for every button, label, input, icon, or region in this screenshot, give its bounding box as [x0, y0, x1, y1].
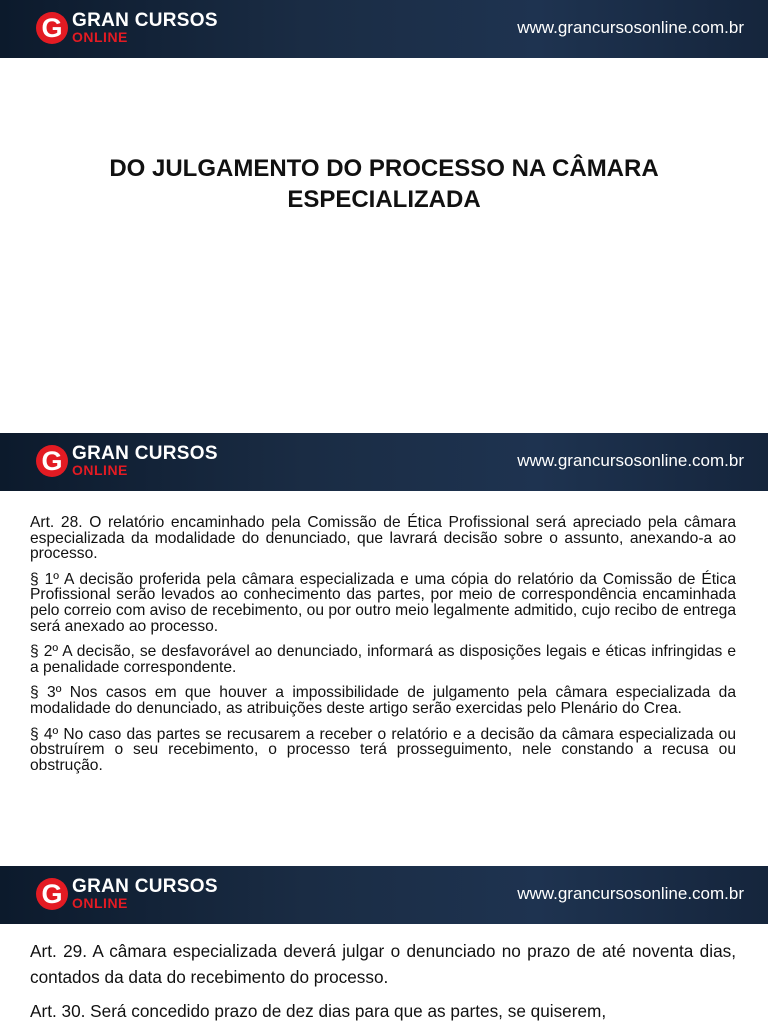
paragraph-art-30: Art. 30. Será concedido prazo de dez dias para que as partes, se quiserem,	[30, 1001, 607, 1021]
gran-cursos-logo[interactable]	[36, 443, 236, 483]
slide-body	[30, 515, 736, 783]
slide-title	[60, 153, 708, 215]
paragraph-par-4: § 4º No caso das partes se recusarem a receber o relatório e a decisão da câmara especializada ou obstruírem o seu recebimento, o processo terá prosseguimento, nele constando a recusa ou obstrução.	[30, 725, 736, 774]
website-url[interactable]: www.grancursosonline.com.br	[517, 451, 744, 470]
website-url[interactable]: www.grancursosonline.com.br	[517, 18, 744, 37]
logo-g-icon: G	[36, 878, 68, 910]
logo-brand-sub: ONLINE	[72, 29, 128, 45]
paragraph-par-3: § 3º Nos casos em que houver a impossibilidade de julgamento pela câmara especializada da modalidade do denunciado, as atribuições deste artigo serão exercidas pelo Plenário do Crea.	[30, 684, 736, 717]
header-bar	[0, 866, 768, 924]
slide-body	[30, 938, 736, 1024]
paragraph-par-1: § 1º A decisão proferida pela câmara especializada e uma cópia do relatório da Comissão de Ética Profissional serão levados ao conhecimento das partes, por meio de correspondência encaminhada pelo correio com aviso de recebimento, ou por outro meio legalmente admitido, cujo recibo de entrega será anexado ao processo.	[30, 570, 736, 635]
slide-1	[0, 0, 768, 432]
logo-brand-name: GRAN CURSOS	[72, 10, 218, 31]
logo-brand-name: GRAN CURSOS	[72, 876, 218, 897]
header-bar	[0, 433, 768, 491]
paragraph-par-2: § 2º A decisão, se desfavorável ao denunciado, informará as disposições legais e éticas infringidas e a penalidade correspondente.	[30, 643, 736, 676]
slide-2	[0, 433, 768, 865]
header-bar	[0, 0, 768, 58]
logo-brand-name: GRAN CURSOS	[72, 443, 218, 464]
paragraph-art-29: Art. 29. A câmara especializada deverá julgar o denunciado no prazo de até noventa dias, contados da data do recebimento do processo.	[30, 941, 736, 987]
logo-g-icon: G	[36, 445, 68, 477]
paragraph-art-28: Art. 28. O relatório encaminhado pela Comissão de Ética Profissional será apreciado pela câmara especializada da modalidade do denunciado, que lavrará decisão sobre o assunto, anexando-a ao processo.	[30, 514, 736, 563]
logo-brand-sub: ONLINE	[72, 462, 128, 478]
website-url[interactable]: www.grancursosonline.com.br	[517, 884, 744, 903]
title-line-2: ESPECIALIZADA	[287, 186, 481, 213]
title-line-1: DO JULGAMENTO DO PROCESSO NA CÂMARA	[109, 155, 659, 182]
gran-cursos-logo[interactable]	[36, 876, 236, 916]
logo-brand-sub: ONLINE	[72, 895, 128, 911]
slide-3	[0, 866, 768, 1024]
gran-cursos-logo[interactable]	[36, 10, 236, 50]
logo-g-icon: G	[36, 12, 68, 44]
